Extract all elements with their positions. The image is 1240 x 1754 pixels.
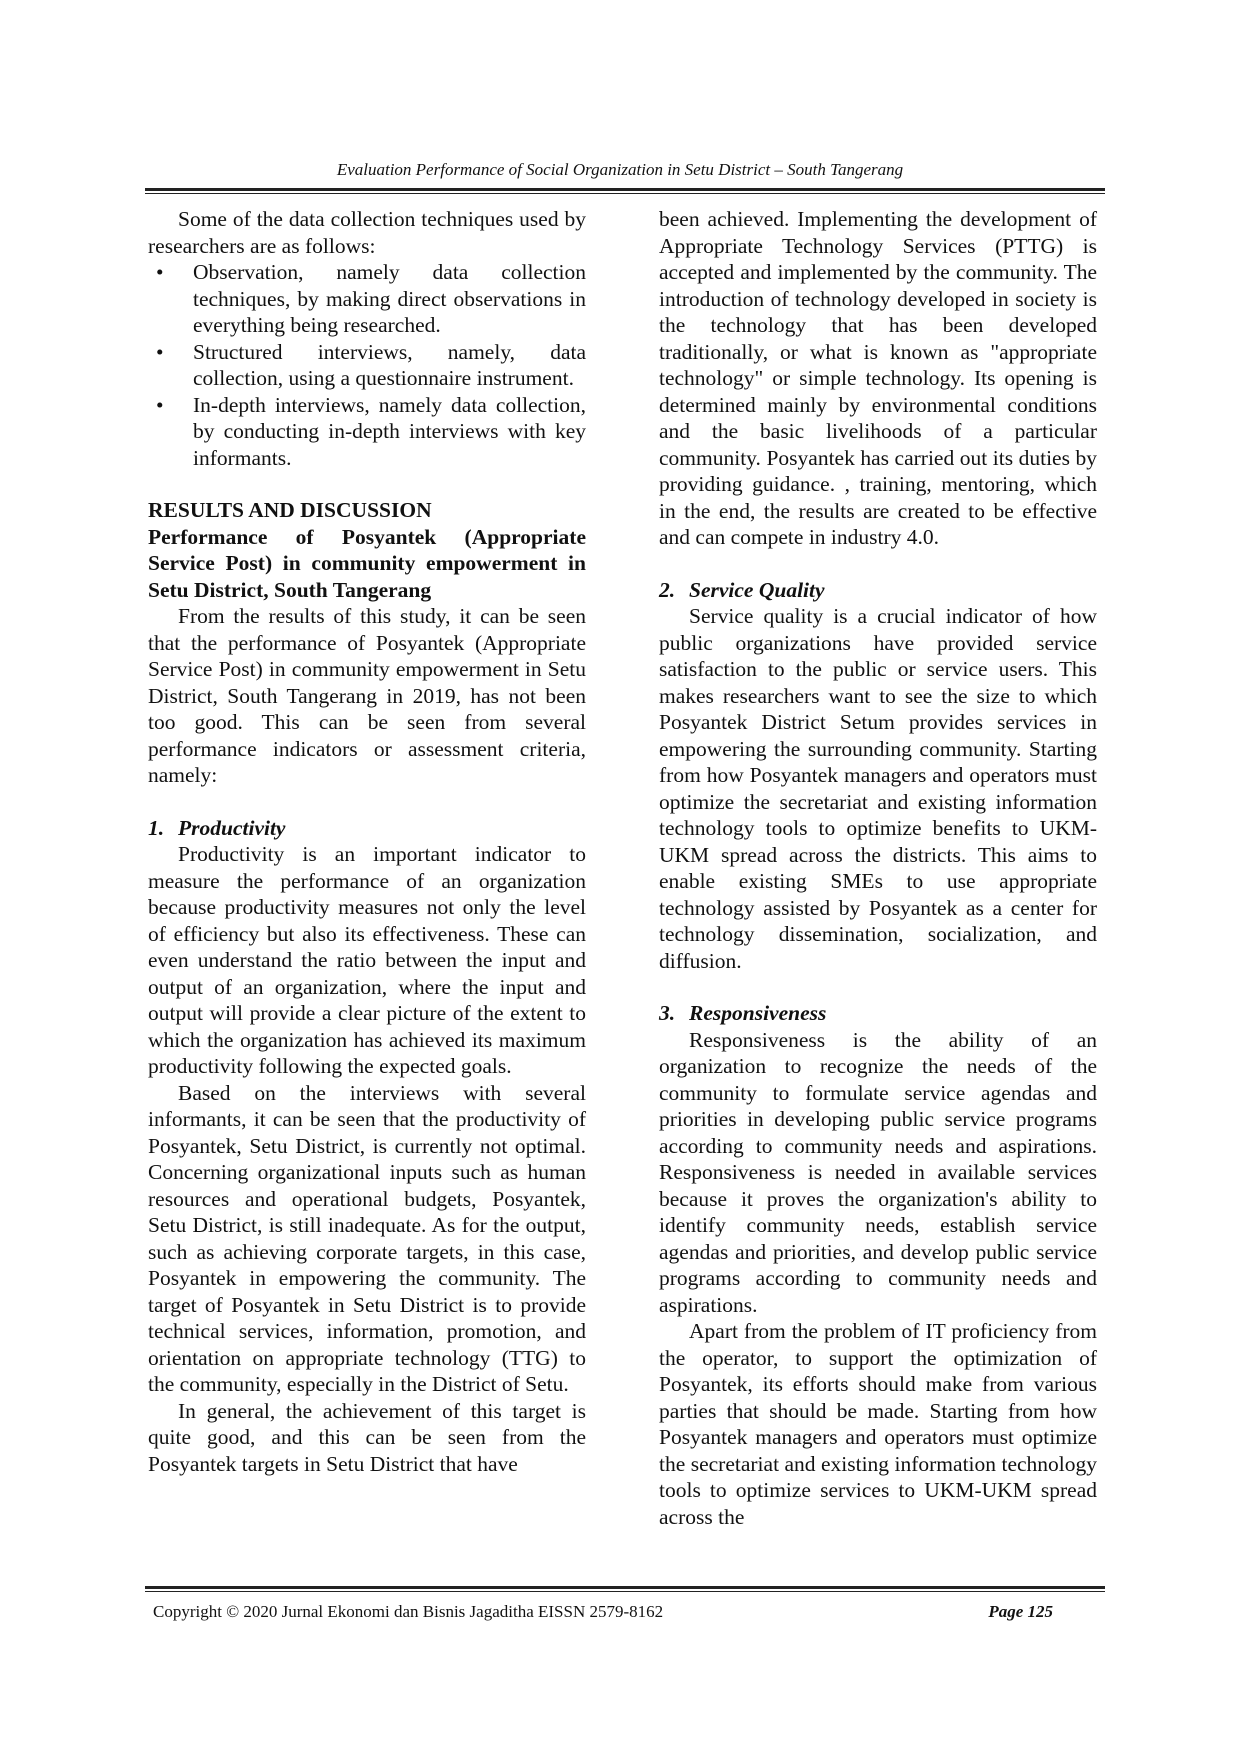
subsection-heading: Performance of Posyantek (Appropriate Service Post) in community empowerment in Setu District, South Tangerang — [148, 524, 586, 602]
technique-list — [148, 259, 586, 471]
running-title: Evaluation Performance of Social Organization in Setu District – South Tangerang — [336, 160, 904, 179]
list-item: • In-depth interviews, namely data collection, by conducting in-depth interviews with key informants. — [148, 392, 586, 472]
heading-number: 1. — [148, 815, 165, 840]
left-column — [148, 206, 586, 1477]
body-paragraph: Responsiveness is the ability of an organization to recognize the needs of the community to formulate service agendas and priorities in developing public service programs according to community needs and aspirations. Responsiveness is needed in available services because it proves the organization's ability to identify community needs, establish service agendas and priorities, and develop public service programs according to community needs and aspirations. — [659, 1027, 1097, 1317]
heading-number: 3. — [659, 1001, 676, 1025]
header-rule — [145, 188, 1105, 194]
body-paragraph: In general, the achievement of this target is quite good, and this can be seen from the Posyantek targets in Setu District that have — [148, 1398, 586, 1476]
right-column — [659, 206, 1097, 1530]
list-item: • Structured interviews, namely, data collection, using a questionnaire instrument. — [148, 339, 586, 392]
body-paragraph: From the results of this study, it can be seen that the performance of Posyantek (Appropriate Service Post) in community empowerment in Setu District, South Tangerang in 2019, has not been too good. This can be seen from several performance indicators or assessment criteria, namely: — [148, 604, 586, 787]
list-item: • Observation, namely data collection techniques, by making direct observations in everything being researched. — [148, 259, 586, 339]
footer-rule — [145, 1586, 1105, 1592]
numbered-heading-responsiveness — [659, 1000, 1097, 1027]
heading-title: Productivity — [178, 815, 286, 840]
body-paragraph: Apart from the problem of IT proficiency from the operator, to support the optimization of Posyantek, its efforts should make from various parties that should be made. Starting from how Posyantek managers and operators must optimize the secretariat and existing information technology tools to optimize services to UKM-UKM spread across the — [659, 1319, 1097, 1529]
page-number: Page 125 — [988, 1602, 1053, 1621]
numbered-heading-service-quality — [659, 577, 1097, 604]
copyright-text: Copyright © 2020 Jurnal Ekonomi dan Bisnis Jagaditha EISSN 2579-8162 — [153, 1602, 664, 1621]
heading-title: Responsiveness — [689, 1001, 827, 1025]
body-paragraph: Based on the interviews with several informants, it can be seen that the productivity of Posyantek, Setu District, is currently not optimal. Concerning organizational inputs such as human resources and operational budgets, Posyantek, Setu District, is still inadequate. As for the output, such as achieving corporate targets, in this case, Posyantek in empowering the community. The target of Posyantek in Setu District is to provide technical services, information, promotion, and orientation on appropriate technology (TTG) to the community, especially in the District of Setu. — [148, 1080, 586, 1396]
body-paragraph: Productivity is an important indicator to measure the performance of an organization because productivity measures not only the level of efficiency but also its effectiveness. These can even understand the ratio between the input and output of an organization, where the input and output will provide a clear picture of the extent to which the organization has achieved its maximum productivity following the expected goals. — [148, 842, 586, 1078]
numbered-heading-productivity — [148, 815, 586, 842]
section-heading: RESULTS AND DISCUSSION — [148, 498, 432, 522]
heading-title: Service Quality — [689, 577, 825, 602]
spacer — [148, 789, 586, 815]
spacer — [148, 471, 586, 497]
heading-number: 2. — [659, 577, 676, 602]
intro-paragraph: Some of the data collection techniques used by researchers are as follows: — [148, 207, 586, 258]
spacer — [659, 974, 1097, 1000]
body-paragraph: been achieved. Implementing the development of Appropriate Technology Services (PTTG) is accepted and implemented by the community. The introduction of technology developed in society is the technology that has been developed traditionally, or what is known as "appropriate technology" or simple technology. Its opening is determined mainly by environmental conditions and the basic livelihoods of a particular community. Posyantek has carried out its duties by providing guidance. , training, mentoring, which in the end, the results are created to be effective and can compete in industry 4.0. — [659, 207, 1097, 549]
body-paragraph: Service quality is a crucial indicator of how public organizations have provided service satisfaction to the public or service users. This makes researchers want to see the size to which Posyantek District Setum provides services in empowering the surrounding community. Starting from how Posyantek managers and operators must optimize the secretariat and existing information technology tools to optimize benefits to UKM-UKM spread across the districts. This aims to enable existing SMEs to use appropriate technology assisted by Posyantek as a center for technology dissemination, socialization, and diffusion. — [659, 604, 1097, 973]
spacer — [659, 551, 1097, 577]
